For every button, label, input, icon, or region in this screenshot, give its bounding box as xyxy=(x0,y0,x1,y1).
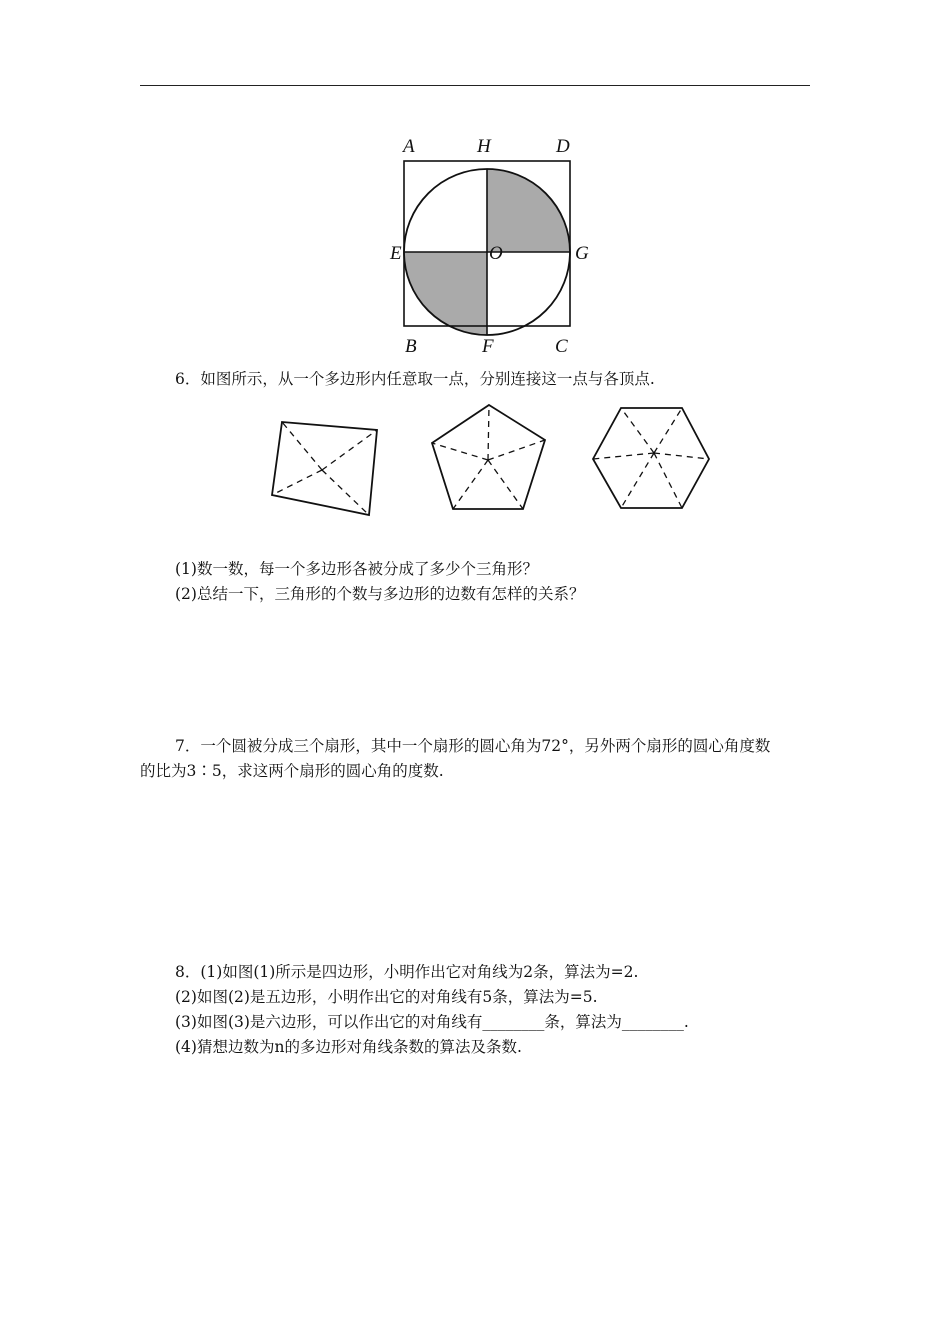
label-C: C xyxy=(555,336,568,357)
q8-sub2: (2)如图(2)是五边形，小明作出它的对角线有5条，算法为=5. xyxy=(175,988,598,1006)
shaded-sector-bottom-left xyxy=(404,252,487,335)
q6-sub2: (2)总结一下，三角形的个数与多边形的边数有怎样的关系？ xyxy=(175,585,585,603)
label-O: O xyxy=(489,243,503,264)
shaded-sector-top-right xyxy=(487,169,570,252)
q7-line1: 7．一个圆被分成三个扇形，其中一个扇形的圆心角为72°，另外两个扇形的圆心角度数 xyxy=(175,737,771,755)
label-B: B xyxy=(405,336,417,357)
label-E: E xyxy=(390,243,402,264)
label-G: G xyxy=(575,243,589,264)
label-D: D xyxy=(556,136,570,157)
q8 xyxy=(140,960,812,1060)
pentagon xyxy=(432,405,545,509)
polygons-figure xyxy=(260,398,720,518)
q7 xyxy=(140,734,812,784)
q8-sub3: (3)如图(3)是六边形，可以作出它的对角线有________条，算法为________. xyxy=(175,1013,689,1031)
q6-stem xyxy=(140,367,812,392)
quadrilateral xyxy=(272,422,377,515)
q8-sub1: 8．(1)如图(1)所示是四边形，小明作出它对角线为2条，算法为=2. xyxy=(175,963,639,981)
q6-sub1: (1)数一数，每一个多边形各被分成了多少个三角形？ xyxy=(175,560,538,578)
label-H: H xyxy=(477,136,491,157)
q8-sub4: (4)猜想边数为n的多边形对角线条数的算法及条数. xyxy=(175,1038,522,1056)
header-rule xyxy=(140,85,810,86)
label-A: A xyxy=(403,136,415,157)
square-circle-figure xyxy=(385,130,605,360)
q7-line2: 的比为3∶5，求这两个扇形的圆心角的度数. xyxy=(140,762,444,780)
q6-stem-text: 6．如图所示，从一个多边形内任意取一点，分别连接这一点与各顶点. xyxy=(175,370,655,388)
hexagon xyxy=(593,408,709,508)
label-F: F xyxy=(482,336,494,357)
q6-subquestions xyxy=(140,557,812,607)
